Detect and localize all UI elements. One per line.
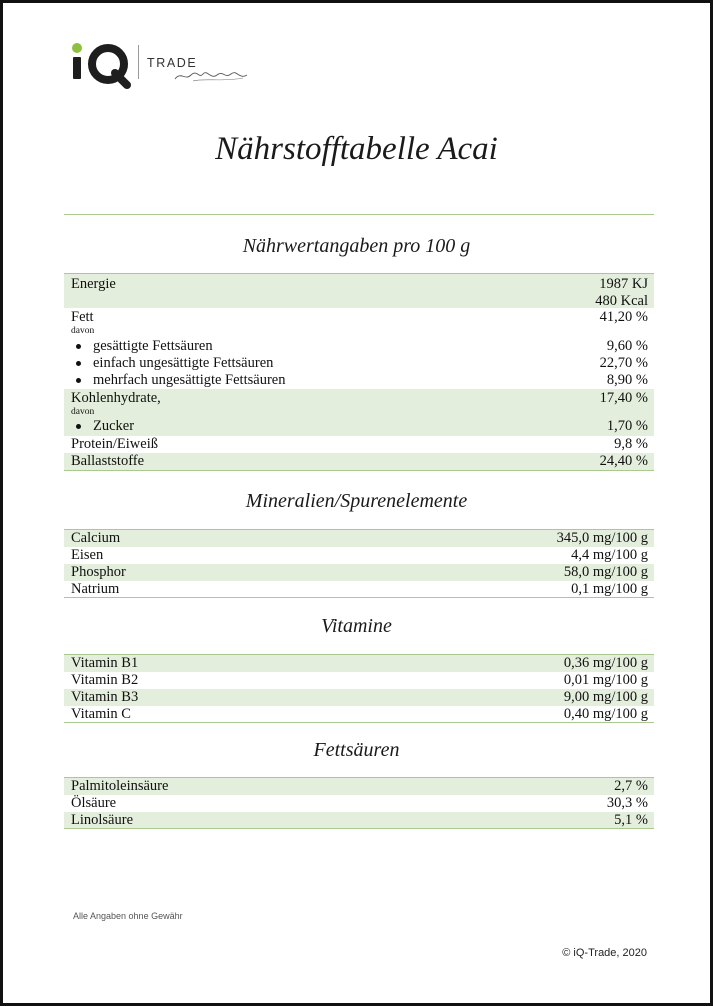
vitamins-table: [64, 654, 654, 723]
disclaimer-text: Alle Angaben ohne Gewähr: [73, 911, 183, 921]
value-kcal: 480 Kcal: [595, 292, 648, 309]
row-value: 58,0 mg/100 g: [563, 564, 648, 580]
row-label: gesättigte Fettsäuren: [71, 338, 213, 355]
row-value: 2,7 %: [614, 778, 648, 794]
row-value: [595, 276, 648, 309]
table-row: [64, 581, 654, 598]
table-row: [64, 812, 654, 829]
row-value: 0,36 mg/100 g: [563, 655, 648, 671]
row-value: 22,70 %: [599, 355, 648, 371]
logo-divider: [138, 45, 139, 79]
table-row: [64, 530, 654, 547]
row-label: Palmitoleinsäure: [71, 778, 169, 794]
value-kj: 1987 KJ: [599, 276, 648, 292]
row-value: 1,70 %: [606, 418, 648, 434]
table-row: [64, 655, 654, 672]
row-label: Phosphor: [71, 564, 126, 580]
row-label: mehrfach ungesättigte Fettsäuren: [71, 372, 285, 389]
table-row: [64, 689, 654, 706]
section-title-vitamins: Vitamine: [321, 615, 392, 637]
row-value: 4,4 mg/100 g: [571, 547, 648, 563]
row-value: 0,01 mg/100 g: [563, 672, 648, 688]
row-label: [71, 390, 161, 418]
brand-name: TRADE: [147, 56, 198, 70]
table-row-gesaettigt: [64, 337, 654, 355]
row-label-sub: davon: [71, 325, 95, 336]
copyright-text: © iQ-Trade, 2020: [562, 947, 647, 959]
row-label: Vitamin B3: [71, 689, 139, 705]
row-label: Vitamin C: [71, 706, 131, 722]
nutrition-table: [64, 273, 654, 471]
row-label: Eisen: [71, 547, 104, 563]
row-value: 9,60 %: [606, 338, 648, 354]
row-label-main: Fett: [71, 309, 94, 325]
row-value: 24,40 %: [599, 453, 648, 469]
minerals-table: [64, 529, 654, 598]
table-row: [64, 672, 654, 689]
row-label: Natrium: [71, 581, 120, 597]
row-label: Calcium: [71, 530, 121, 546]
row-label: Ölsäure: [71, 795, 117, 811]
fatty-acids-table: [64, 777, 654, 829]
table-row: [64, 778, 654, 795]
row-value: 345,0 mg/100 g: [556, 530, 648, 546]
table-row-energie: [64, 274, 654, 308]
row-label: Ballaststoffe: [71, 453, 145, 469]
row-label: Vitamin B2: [71, 672, 139, 688]
row-label: Zucker: [71, 418, 134, 435]
table-row-protein: [64, 436, 654, 453]
section-title-fatty-acids: Fettsäuren: [313, 739, 400, 761]
table-row-zucker: [64, 418, 654, 436]
table-row-kohlenhydrate: [64, 389, 654, 418]
row-value: 8,90 %: [606, 372, 648, 388]
row-label: einfach ungesättigte Fettsäuren: [71, 355, 273, 372]
table-row: [64, 795, 654, 812]
title-divider: [64, 214, 654, 215]
brand-tagline-signature: [173, 65, 253, 85]
table-row-einfach: [64, 355, 654, 372]
brand-logo: [67, 37, 257, 91]
section-title-nutrition: Nährwertangaben pro 100 g: [242, 235, 471, 257]
row-label: Linolsäure: [71, 812, 134, 828]
table-row: [64, 564, 654, 581]
row-value: 9,00 mg/100 g: [563, 689, 648, 705]
page-title: Nährstofftabelle Acai: [215, 131, 498, 167]
iq-logo-mark-icon: [67, 37, 137, 91]
row-label: Energie: [71, 276, 116, 292]
row-label: [71, 309, 94, 337]
row-value: 0,1 mg/100 g: [571, 581, 648, 597]
table-row: [64, 547, 654, 564]
row-label: Protein/Eiweiß: [71, 436, 158, 452]
table-row-mehrfach: [64, 372, 654, 389]
row-value: 30,3 %: [606, 795, 648, 811]
row-value: 0,40 mg/100 g: [563, 706, 648, 722]
table-row: [64, 706, 654, 723]
row-value: 41,20 %: [599, 309, 648, 325]
row-value: 9,8 %: [614, 436, 648, 452]
table-row-fett: [64, 308, 654, 337]
row-value: 17,40 %: [599, 390, 648, 406]
section-title-minerals: Mineralien/Spurenelemente: [245, 490, 468, 512]
row-label-sub: davon: [71, 406, 95, 417]
row-label-main: Kohlenhydrate,: [71, 390, 161, 406]
row-value: 5,1 %: [614, 812, 648, 828]
row-label: Vitamin B1: [71, 655, 139, 671]
table-row-ballaststoffe: [64, 453, 654, 471]
